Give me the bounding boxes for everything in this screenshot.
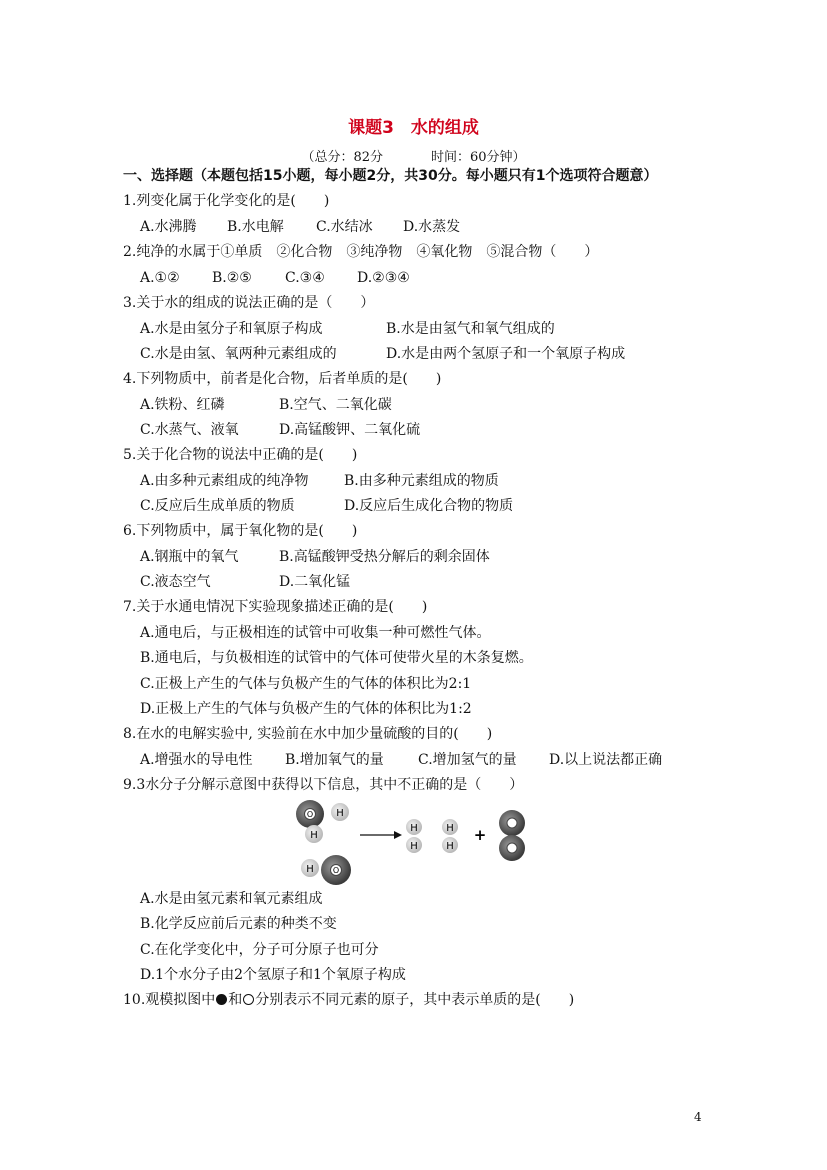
q5-option-a: A.由多种元素组成的纯净物 — [140, 473, 309, 489]
page-number: 4 — [694, 1110, 702, 1124]
q4-stem: 4.下列物质中，前者是化合物，后者单质的是( ) — [123, 371, 442, 387]
q2-stem: 2.纯净的水属于①单质 ②化合物 ③纯净物 ④氧化物 ⑤混合物（ ） — [123, 244, 599, 260]
q5-stem: 5.关于化合物的说法中正确的是( ) — [123, 447, 358, 463]
q9-option-b: B.化学反应前后元素的种类不变 — [140, 916, 337, 932]
q9-stem: 9.3水分子分解示意图中获得以下信息，其中不正确的是（ ） — [123, 777, 524, 793]
total-score: （总分：82分 — [301, 150, 383, 165]
plus-sign: + — [473, 826, 487, 844]
black-atom-icon — [216, 994, 227, 1005]
o-label: O — [306, 810, 314, 819]
q10-stem-post: 分别表示不同元素的原子，其中表示单质的是( ) — [255, 992, 575, 1008]
q5-option-b: B.由多种元素组成的物质 — [344, 473, 499, 489]
q1-option-c: C.水结冰 — [316, 219, 373, 235]
q3-option-a: A.水是由氢分子和氧原子构成 — [140, 321, 323, 337]
h-label: H — [306, 864, 314, 875]
water-decomposition-diagram — [290, 796, 540, 886]
q6-option-c: C.液态空气 — [140, 574, 211, 590]
q1-option-a: A.水沸腾 — [140, 219, 197, 235]
q8-option-d: D.以上说法都正确 — [549, 752, 663, 768]
q9-option-c: C.在化学变化中，分子可分原子也可分 — [140, 942, 379, 958]
q3-stem: 3.关于水的组成的说法正确的是（ ） — [123, 295, 375, 311]
time-limit: 时间：60分钟） — [431, 150, 526, 165]
q2-option-b: B.②⑤ — [212, 270, 252, 286]
h-label: H — [446, 823, 454, 834]
q3-option-c: C.水是由氢、氧两种元素组成的 — [140, 346, 337, 362]
q6-option-d: D.二氧化锰 — [279, 574, 351, 590]
q5-option-c: C.反应后生成单质的物质 — [140, 498, 295, 514]
q4-option-b: B.空气、二氧化碳 — [279, 397, 392, 413]
q1-option-d: D.水蒸发 — [403, 219, 461, 235]
q8-option-a: A.增强水的导电性 — [140, 752, 253, 768]
q7-option-a: A.通电后，与正极相连的试管中可收集一种可燃性气体。 — [140, 625, 491, 641]
q4-option-d: D.高锰酸钾、二氧化硫 — [279, 422, 421, 438]
q7-option-d: D.正极上产生的气体与负极产生的气体的体积比为1:2 — [140, 701, 472, 717]
q7-option-c: C.正极上产生的气体与负极产生的气体的体积比为2:1 — [140, 676, 472, 692]
q10-stem-pre: 10.观模拟图中 — [123, 992, 216, 1008]
h-label: H — [410, 823, 418, 834]
q7-stem: 7.关于水通电情况下实验现象描述正确的是( ) — [123, 599, 428, 615]
q3-option-d: D.水是由两个氢原子和一个氧原子构成 — [386, 346, 626, 362]
white-atom-icon — [243, 994, 254, 1005]
q10-stem — [123, 991, 574, 1009]
q6-option-a: A.钢瓶中的氧气 — [140, 549, 239, 565]
h-label: H — [310, 830, 318, 841]
q6-option-b: B.高锰酸钾受热分解后的剩余固体 — [279, 549, 490, 565]
q8-stem: 8.在水的电解实验中, 实验前在水中加少量硫酸的目的( ) — [123, 726, 493, 742]
o-label: O — [332, 866, 340, 875]
q10-stem-mid: 和 — [228, 992, 243, 1008]
q9-option-a: A.水是由氢元素和氧元素组成 — [140, 891, 323, 907]
q1-stem: 1.列变化属于化学变化的是( ) — [123, 193, 330, 209]
q2-option-a: A.①② — [140, 270, 180, 286]
q2-option-c: C.③④ — [285, 270, 325, 286]
h-label: H — [410, 841, 418, 852]
q8-option-b: B.增加氧气的量 — [285, 752, 384, 768]
h-label: H — [446, 841, 454, 852]
q7-option-b: B.通电后，与负极相连的试管中的气体可使带火星的木条复燃。 — [140, 650, 533, 666]
q9-option-d: D.1个水分子由2个氢原子和1个氧原子构成 — [140, 967, 406, 983]
q4-option-c: C.水蒸气、液氧 — [140, 422, 239, 438]
q4-option-a: A.铁粉、红磷 — [140, 397, 225, 413]
q6-stem: 6.下列物质中，属于氧化物的是( ) — [123, 523, 358, 539]
q5-option-d: D.反应后生成化合物的物质 — [344, 498, 514, 514]
exam-info — [0, 146, 827, 165]
h-label: H — [336, 808, 344, 819]
q3-option-b: B.水是由氢气和氧气组成的 — [386, 321, 555, 337]
section-heading: 一、选择题（本题包括15小题，每小题2分，共30分。每小题只有1个选项符合题意） — [123, 168, 658, 184]
q8-option-c: C.增加氢气的量 — [418, 752, 517, 768]
page-title: 课题3 水的组成 — [348, 118, 479, 138]
q2-option-d: D.②③④ — [357, 270, 410, 286]
q1-option-b: B.水电解 — [227, 219, 284, 235]
